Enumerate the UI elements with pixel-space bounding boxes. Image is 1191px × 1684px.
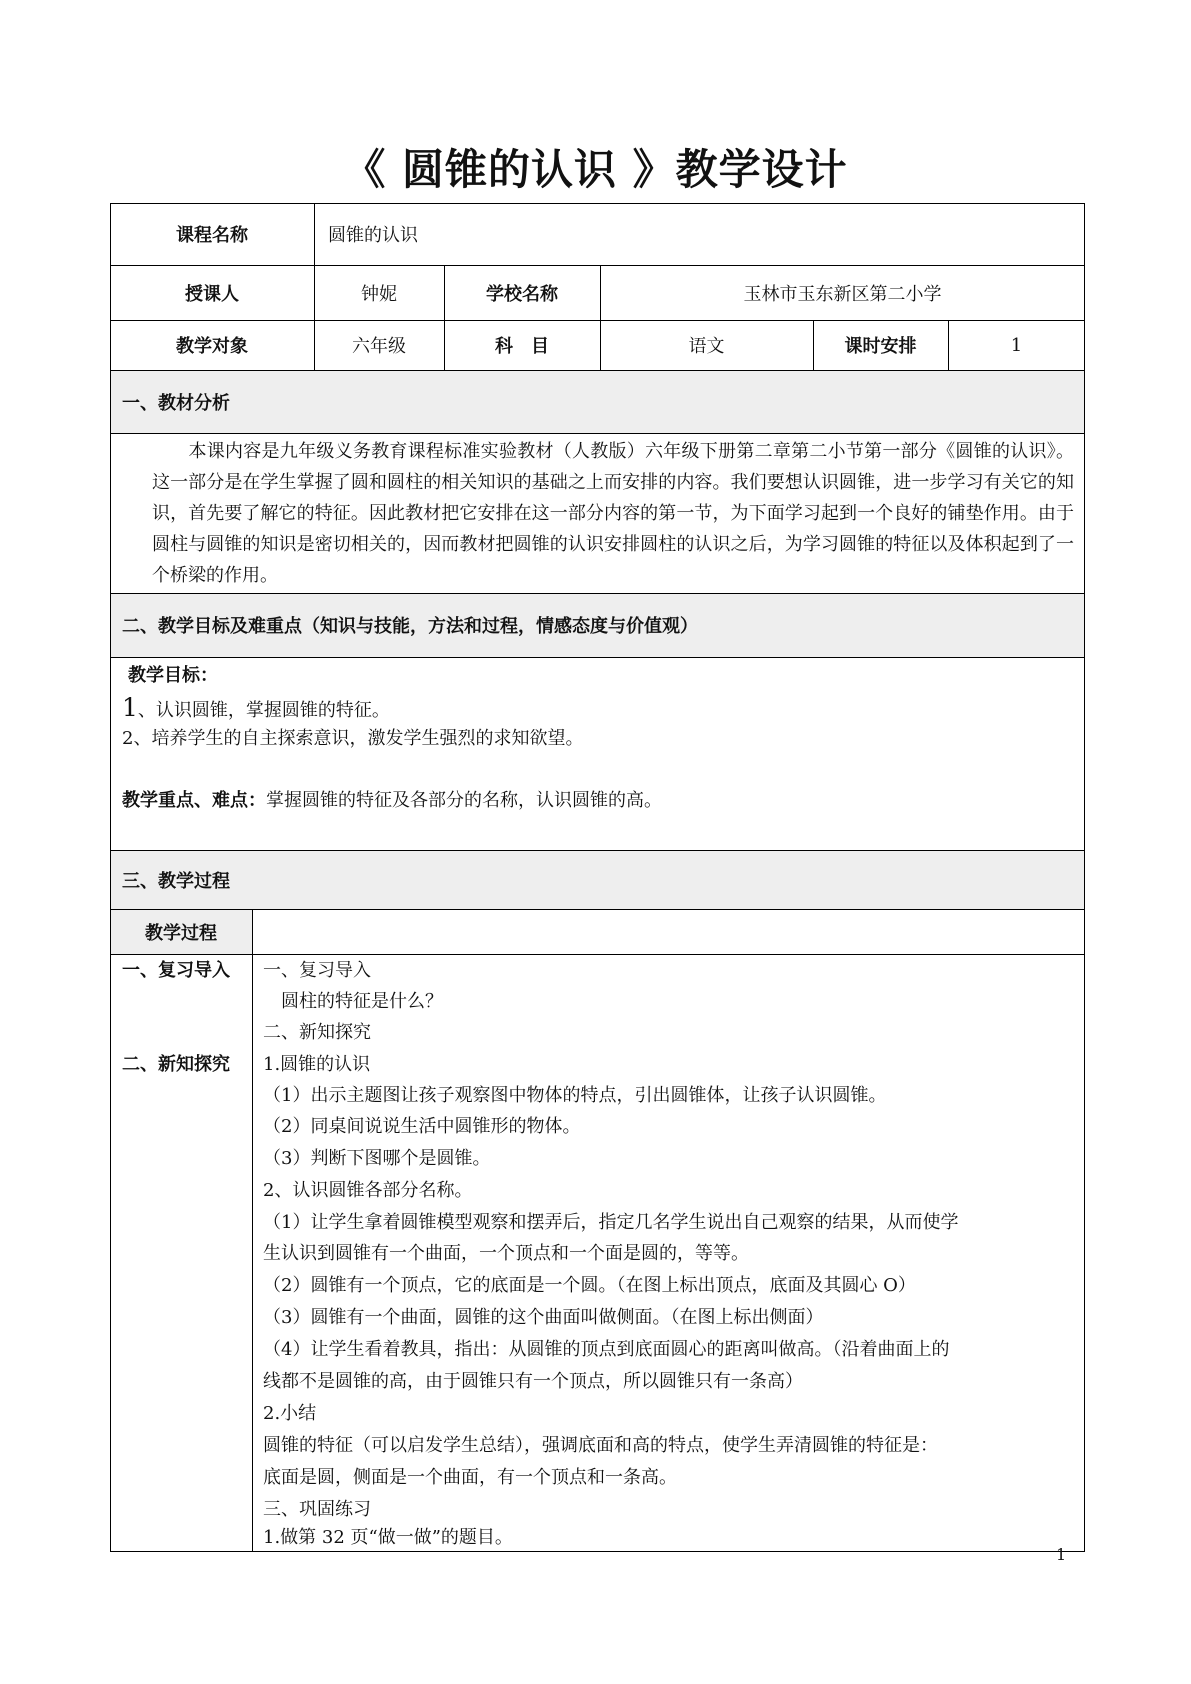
process-line: （2）同桌间说说生活中圆锥形的物体。 [263, 1116, 581, 1137]
course-name-value: 圆锥的认识 [328, 225, 418, 246]
row-divider [110, 954, 1085, 955]
section3-heading: 三、教学过程 [122, 870, 230, 892]
page-title: 《 圆锥的认识 》教学设计 [343, 145, 848, 194]
process-line: （1）让学生拿着圆锥模型观察和摆弄后，指定几名学生说出自己观察的结果，从而使学 [263, 1212, 959, 1233]
process-line: 圆柱的特征是什么？ [263, 991, 443, 1012]
page-number: 1 [1056, 1545, 1067, 1564]
process-line: 2.小结 [263, 1403, 317, 1424]
subject-label: 科 目 [495, 336, 549, 357]
process-line: 底面是圆，侧面是一个曲面，有一个顶点和一条高。 [263, 1467, 677, 1488]
process-line: 1.做第 32 页“做一做”的题目。 [263, 1527, 513, 1548]
teacher-label: 授课人 [185, 283, 239, 305]
process-column-value [262, 909, 1062, 954]
section1-text: 本课内容是九年级义务教育课程标准实验教材（人教版）六年级下册第二章第二小节第一部分《圆锥的认识》。这一部分是在学生掌握了圆和圆柱的相关知识的基础之上而安排的内容。我们要想认识圆锥，进一步学习有关它的知识，首先要了解它的特征。因此教材把它安排在这一部分内容的第一节，为下面学习起到一个良好的铺垫作用。由于圆柱与圆锥的知识是密切相关的，因而教材把圆锥的认识安排圆柱的认识之后，为学习圆锥的特征以及体积起到了一个桥梁的作用。 [152, 441, 1074, 586]
key-points-text: 掌握圆锥的特征及各部分的名称，认识圆锥的高。 [266, 790, 662, 811]
column-divider [252, 909, 253, 1552]
school-label: 学校名称 [486, 283, 558, 305]
process-line: （3）圆锥有一个曲面，圆锥的这个曲面叫做侧面。（在图上标出侧面） [263, 1307, 824, 1328]
process-line: 三、巩固练习 [263, 1499, 371, 1520]
target-value: 六年级 [352, 336, 406, 357]
subject-value: 语文 [688, 336, 725, 357]
key-points [122, 785, 662, 816]
section1-heading: 一、教材分析 [122, 392, 230, 414]
process-line: 圆锥的特征（可以启发学生总结），强调底面和高的特点，使学生弄清圆锥的特征是： [263, 1435, 938, 1456]
target-label: 教学对象 [176, 336, 248, 357]
stage-label-review: 一、复习导入 [122, 960, 230, 981]
process-line: 一、复习导入 [263, 960, 371, 981]
goal-1 [122, 692, 390, 726]
hours-label: 课时安排 [844, 336, 917, 357]
process-line: 2、认识圆锥各部分名称。 [263, 1180, 473, 1201]
goals-label: 教学目标： [128, 665, 218, 686]
stage-label-explore: 二、新知探究 [122, 1054, 230, 1075]
row-divider [110, 433, 1085, 434]
process-line: （2）圆锥有一个顶点，它的底面是一个圆。（在图上标出顶点，底面及其圆心 O） [263, 1275, 916, 1296]
goal-1-text: 、认识圆锥，掌握圆锥的特征。 [137, 700, 390, 721]
teacher-value: 钟妮 [361, 283, 397, 305]
process-line: 生认识到圆锥有一个曲面，一个顶点和一个面是圆的，等等。 [263, 1243, 749, 1264]
row-divider [110, 657, 1085, 658]
process-column-label: 教学过程 [145, 922, 217, 944]
goal-2: 2、培养学生的自主探索意识，激发学生强烈的求知欲望。 [122, 728, 584, 749]
key-points-label: 教学重点、难点： [122, 790, 266, 811]
process-line: 1.圆锥的认识 [263, 1054, 371, 1075]
process-line: （3）判断下图哪个是圆锥。 [263, 1148, 491, 1169]
section2-heading: 二、教学目标及难重点（知识与技能，方法和过程，情感态度与价值观） [122, 616, 698, 637]
process-line: （1）出示主题图让孩子观察图中物体的特点，引出圆锥体，让孩子认识圆锥。 [263, 1085, 887, 1106]
school-value: 玉林市玉东新区第二小学 [743, 283, 942, 305]
hours-value: 1 [1010, 334, 1023, 356]
process-line: 二、新知探究 [263, 1022, 371, 1043]
process-line: （4）让学生看着教具，指出：从圆锥的顶点到底面圆心的距离叫做高。（沿着曲面上的 [263, 1339, 950, 1360]
course-name-label: 课程名称 [176, 225, 248, 246]
goal-1-number: 1 [122, 693, 138, 722]
process-line: 线都不是圆锥的高，由于圆锥只有一个顶点，所以圆锥只有一条高） [263, 1371, 803, 1392]
